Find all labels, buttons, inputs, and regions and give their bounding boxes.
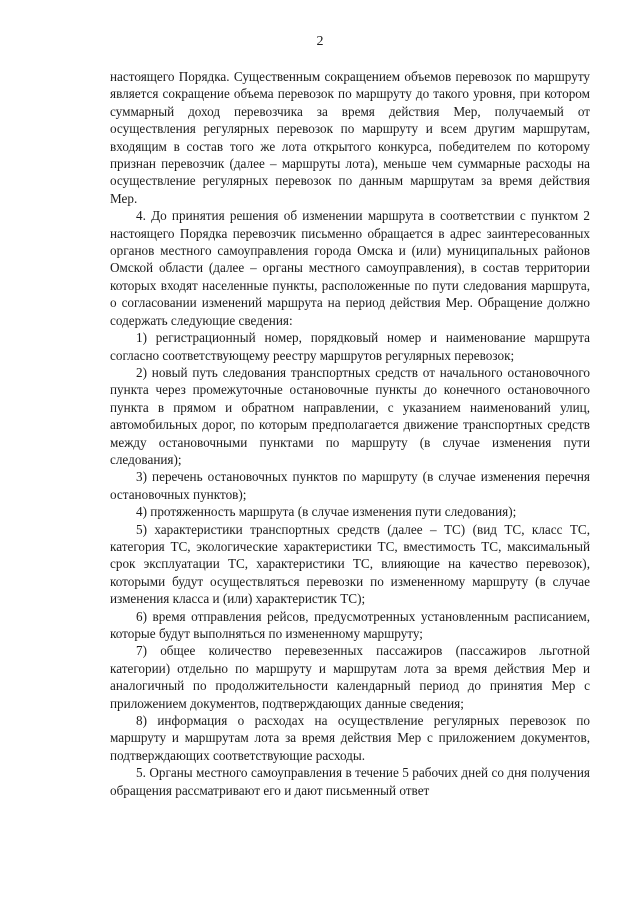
page-number: 2	[316, 34, 324, 49]
list-item-5: 5) характеристики транспортных средств (далее – ТС) (вид ТС, класс ТС, категория ТС, экологические характеристики ТС, вместимость ТС, максимальный срок эксплуатации ТС, характеристики ТС, влияющие на качество перевозок), которыми будут осуществляться перевозки по измененному маршруту (в случае изменения класса и (или) характеристик ТС);	[110, 521, 590, 607]
paragraph-continuation: настоящего Порядка. Существенным сокращением объемов перевозок по маршруту является сокращение объема перевозок по маршруту до такого уровня, при котором суммарный доход перевозчика за время действия Мер, получаемый от осуществления регулярных перевозок по маршруту и всем другим маршрутам, входящим в состав того же лота открытого конкурса, победителем по которому признан перевозчик (далее – маршруты лота), меньше чем суммарные расходы на осуществление регулярных перевозок по данным маршрутам за время действия Мер.	[110, 69, 590, 206]
list-item-6: 6) время отправления рейсов, предусмотренных установленным расписанием, которые будут выполняться по измененному маршруту;	[110, 608, 590, 641]
list-item-1: 1) регистрационный номер, порядковый номер и наименование маршрута согласно соответствующему реестру маршрутов регулярных перевозок;	[110, 330, 590, 363]
list-item-7: 7) общее количество перевезенных пассажиров (пассажиров льготной категории) отдельно по маршруту и маршрутам лота за время действия Мер и аналогичный по продолжительности календарный период до принятия Мер с приложением документов, подтверждающих данные сведения;	[110, 643, 590, 711]
list-item-2: 2) новый путь следования транспортных средств от начального остановочного пункта через промежуточные остановочные пункты до конечного остановочного пункта в прямом и обратном направлении, с указанием наименований улиц, автомобильных дорог, по которым предполагается движение транспортных средств между остановочными пунктами по маршруту (в случае изменения пути следования);	[110, 364, 590, 467]
list-item-3: 3) перечень остановочных пунктов по маршруту (в случае изменения перечня остановочных пунктов);	[110, 469, 590, 502]
list-item-8: 8) информация о расходах на осуществление регулярных перевозок по маршруту и маршрутам лота за время действия Мер с приложением документов, подтверждающих соответствующие расходы.	[110, 713, 590, 763]
document-body	[110, 68, 590, 799]
paragraph-item-5: 5. Органы местного самоуправления в течение 5 рабочих дней со дня получения обращения рассматривают его и дают письменный ответ	[110, 765, 590, 798]
paragraph-item-4: 4. До принятия решения об изменении маршрута в соответствии с пунктом 2 настоящего Порядка перевозчик письменно обращается в адрес заинтересованных органов местного самоуправления города Омска и (или) муниципальных районов Омской области (далее – органы местного самоуправления), в состав территории которых входят населенные пункты, расположенные по пути следования маршрута, о согласовании изменений маршрута на период действия Мер. Обращение должно содержать следующие сведения:	[110, 208, 590, 328]
list-item-4: 4) протяженность маршрута (в случае изменения пути следования);	[136, 504, 517, 520]
